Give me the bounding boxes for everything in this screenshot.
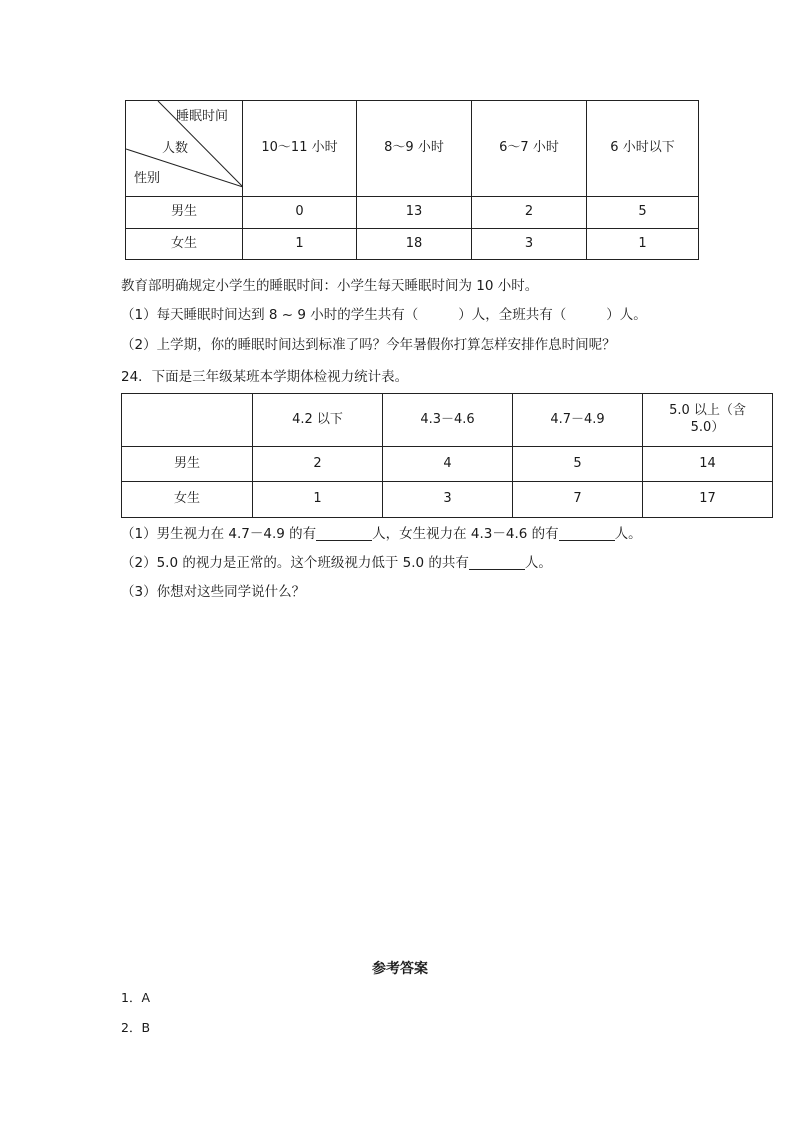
table-cell: 3 <box>472 229 587 260</box>
table-cell: 2 <box>472 197 587 229</box>
row-label: 男生 <box>122 447 253 482</box>
answer-item: 1．A <box>121 990 151 1005</box>
table-cell: 2 <box>253 447 383 482</box>
header-sleep-time: 睡眠时间 <box>176 109 229 124</box>
header-count: 人数 <box>162 141 189 156</box>
vq1-part-b: 人，女生视力在 4.3－4.6 的有 <box>372 526 559 542</box>
sleep-question-1 <box>121 303 647 323</box>
vision-question-2 <box>121 551 552 571</box>
table-cell: 3 <box>383 482 513 518</box>
table-cell: 5 <box>513 447 643 482</box>
diagonal-header-cell <box>126 101 243 197</box>
q1-part-a: （1）每天睡眠时间达到 8 ~ 9 小时的学生共有（ <box>121 307 419 323</box>
vq1-part-c: 人。 <box>614 526 642 542</box>
table-cell: 1 <box>243 229 357 260</box>
column-header: 8～9 小时 <box>357 101 472 197</box>
sleep-question-2: （2）上学期，你的睡眠时间达到标准了吗？今年暑假你打算怎样安排作息时间呢？ <box>121 337 616 353</box>
vq2-part-b: 人。 <box>524 555 552 571</box>
vision-question-1 <box>121 522 642 542</box>
table-row <box>122 447 773 482</box>
table-cell: 7 <box>513 482 643 518</box>
sleep-table <box>125 100 699 260</box>
answer-item: 2．B <box>121 1020 151 1035</box>
vq1-part-a: （1）男生视力在 4.7－4.9 的有 <box>121 526 317 542</box>
answer-blank[interactable] <box>316 526 372 541</box>
column-header: 6～7 小时 <box>472 101 587 197</box>
header-gender: 性别 <box>134 171 161 186</box>
table-cell: 14 <box>643 447 773 482</box>
table-cell: 0 <box>243 197 357 229</box>
column-header: 4.3－4.6 <box>383 394 513 447</box>
column-header: 10～11 小时 <box>243 101 357 197</box>
table-cell: 1 <box>253 482 383 518</box>
vq2-part-a: （2）5.0 的视力是正常的。这个班级视力低于 5.0 的共有 <box>121 555 469 571</box>
table-cell: 13 <box>357 197 472 229</box>
column-header: 6 小时以下 <box>587 101 699 197</box>
q1-part-b: ）人，全班共有（ <box>458 307 567 323</box>
table-cell: 17 <box>643 482 773 518</box>
answers-title: 参考答案 <box>372 961 428 977</box>
table-cell: 18 <box>357 229 472 260</box>
column-header: 4.7－4.9 <box>513 394 643 447</box>
table-row <box>122 482 773 518</box>
table-cell: 5 <box>587 197 699 229</box>
column-header: 4.2 以下 <box>253 394 383 447</box>
table-row <box>126 229 699 260</box>
table-row <box>126 197 699 229</box>
row-label: 女生 <box>122 482 253 518</box>
q1-part-c: ）人。 <box>606 307 647 323</box>
vision-question-3: （3）你想对这些同学说什么？ <box>121 584 306 600</box>
row-label: 女生 <box>126 229 243 260</box>
table-cell: 4 <box>383 447 513 482</box>
vision-table <box>121 393 773 518</box>
sleep-intro: 教育部明确规定小学生的睡眠时间：小学生每天睡眠时间为 10 小时。 <box>121 278 539 294</box>
answer-blank[interactable] <box>469 555 525 570</box>
column-header: 5.0 以上（含 5.0） <box>643 394 773 447</box>
row-label: 男生 <box>126 197 243 229</box>
answer-blank[interactable] <box>559 526 615 541</box>
corner-cell <box>122 394 253 447</box>
question-24: 24．下面是三年级某班本学期体检视力统计表。 <box>121 369 409 385</box>
table-cell: 1 <box>587 229 699 260</box>
